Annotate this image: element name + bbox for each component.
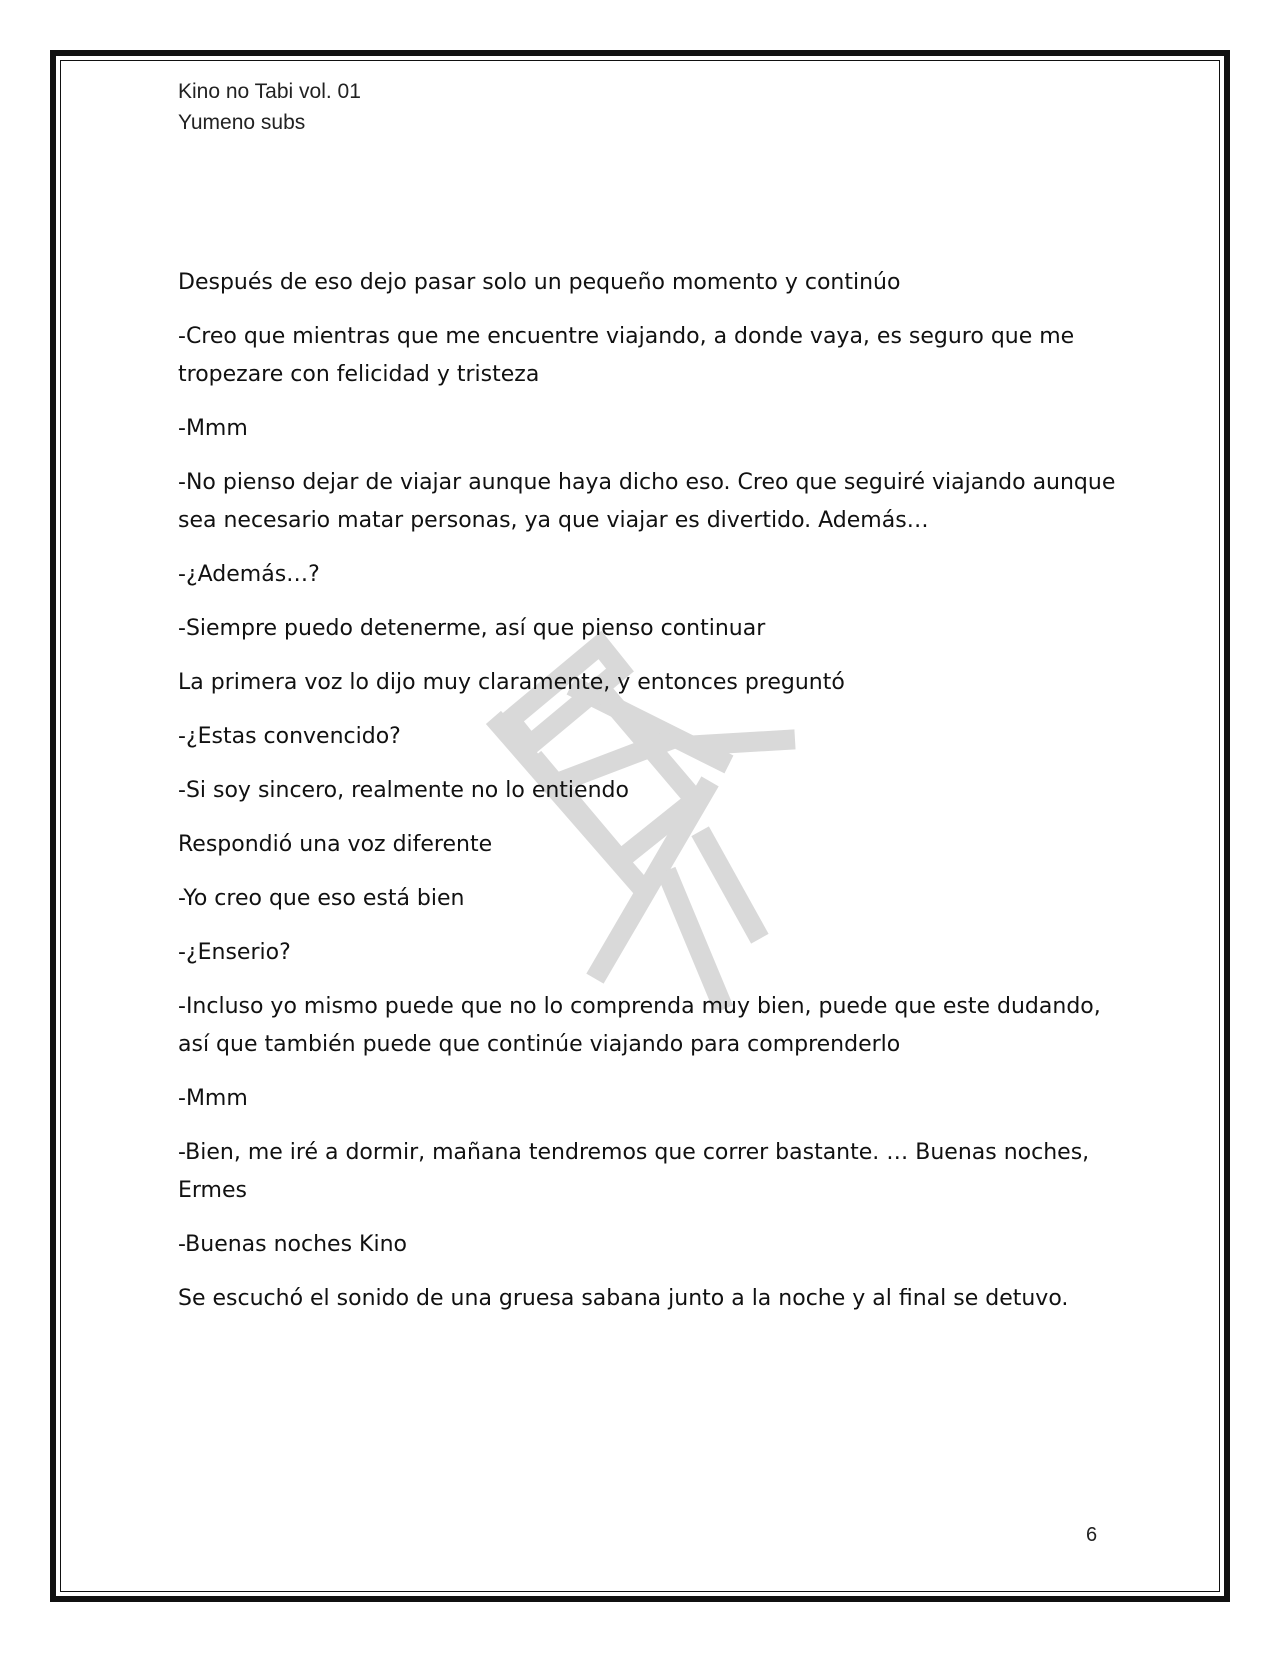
page-number: 6 — [1086, 1524, 1098, 1546]
paragraph: -Incluso yo mismo puede que no lo comprenda muy bien, puede que este dudando, así que también puede que continúe viajando para comprenderlo — [178, 994, 1101, 1057]
paragraph: Respondió una voz diferente — [178, 832, 493, 857]
paragraph: -Mmm — [178, 416, 248, 441]
document-body — [178, 264, 1118, 1334]
header-group: Yumeno subs — [178, 111, 306, 134]
paragraph: -Bien, me iré a dormir, mañana tendremos que correr bastante. … Buenas noches, Ermes — [178, 1140, 1090, 1203]
paragraph: -Yo creo que eso está bien — [178, 886, 465, 911]
paragraph: Después de eso dejo pasar solo un pequeño momento y continúo — [178, 270, 901, 295]
paragraph: -No pienso dejar de viajar aunque haya dicho eso. Creo que seguiré viajando aunque sea necesario matar personas, ya que viajar es divertido. Además… — [178, 470, 1116, 533]
paragraph: La primera voz lo dijo muy claramente, y entonces preguntó — [178, 670, 845, 695]
paragraph: -¿Estas convencido? — [178, 724, 401, 749]
paragraph: -¿Enserio? — [178, 940, 291, 965]
paragraph: -Buenas noches Kino — [178, 1232, 407, 1257]
header-title: Kino no Tabi vol. 01 — [178, 80, 361, 103]
paragraph: -Creo que mientras que me encuentre viajando, a donde vaya, es seguro que me tropezare con felicidad y tristeza — [178, 324, 1075, 387]
paragraph: Se escuchó el sonido de una gruesa sabana junto a la noche y al final se detuvo. — [178, 1286, 1069, 1311]
paragraph: -Mmm — [178, 1086, 248, 1111]
paragraph: -¿Además…? — [178, 562, 320, 587]
paragraph: -Si soy sincero, realmente no lo entiendo — [178, 778, 629, 803]
page-header — [178, 76, 361, 138]
paragraph: -Siempre puedo detenerme, así que pienso continuar — [178, 616, 766, 641]
